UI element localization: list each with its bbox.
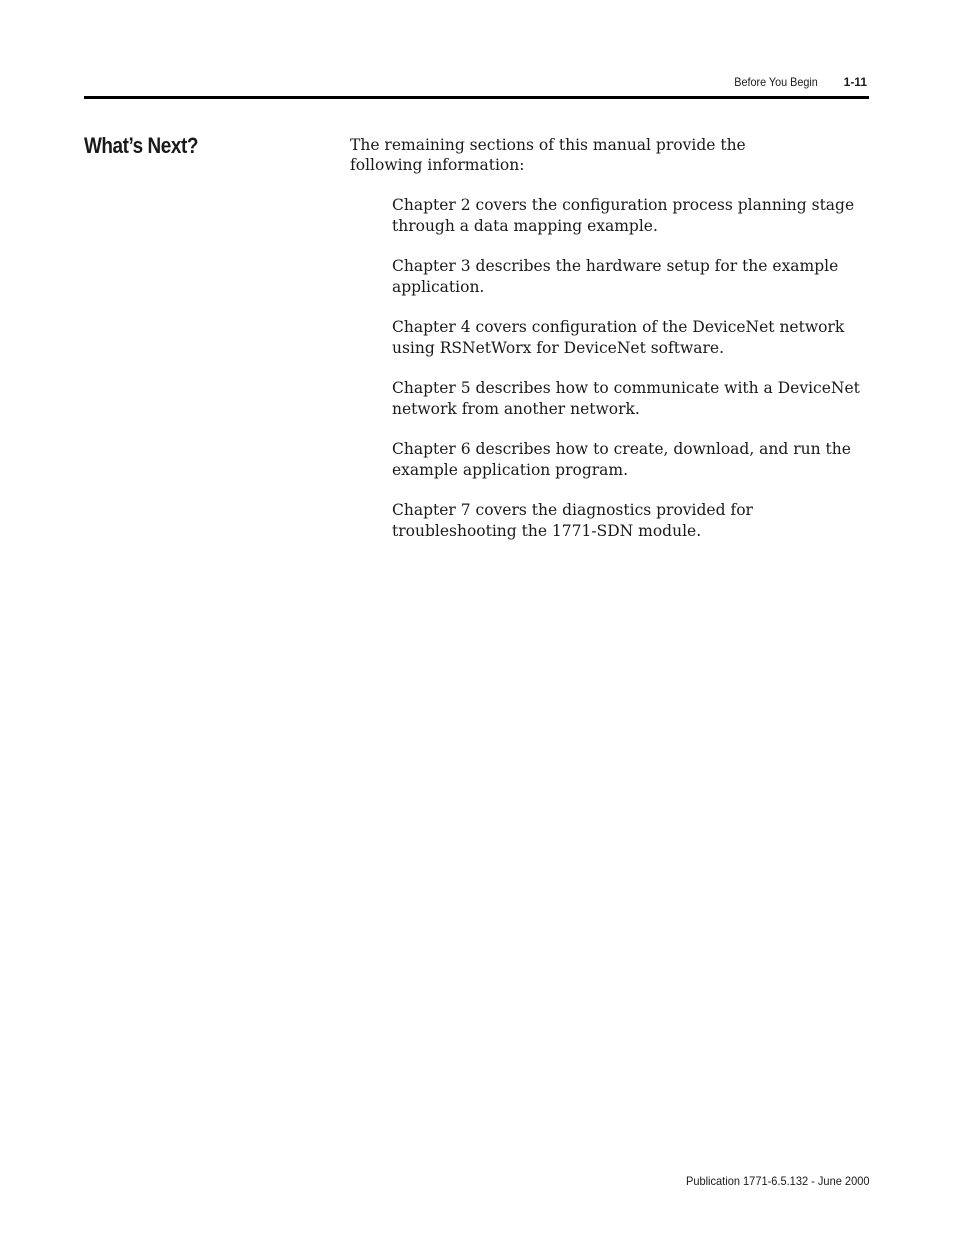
- publication-footer: Publication 1771-6.5.132 - June 2000: [685, 1174, 869, 1188]
- header-rule: [84, 96, 869, 99]
- section-heading: What’s Next?: [84, 133, 198, 158]
- intro-paragraph: The remaining sections of this manual provide the following information:: [350, 136, 746, 174]
- list-item: Chapter 4 covers configuration of the DeviceNet network using RSNetWorx for DeviceNet software.: [392, 318, 845, 357]
- header-section-title: Before You Begin: [734, 75, 818, 89]
- list-item: Chapter 6 describes how to create, download, and run the example application program.: [392, 440, 851, 479]
- list-item: Chapter 5 describes how to communicate with a DeviceNet network from another network.: [392, 379, 860, 418]
- chapter-list: [392, 195, 869, 561]
- header-page-number: 1-11: [843, 75, 867, 89]
- page-header: [84, 72, 869, 94]
- list-item: Chapter 3 describes the hardware setup for the example application.: [392, 257, 839, 296]
- list-item: Chapter 2 covers the configuration process planning stage through a data mapping example.: [392, 196, 855, 235]
- list-item: Chapter 7 covers the diagnostics provided for troubleshooting the 1771-SDN module.: [392, 501, 753, 540]
